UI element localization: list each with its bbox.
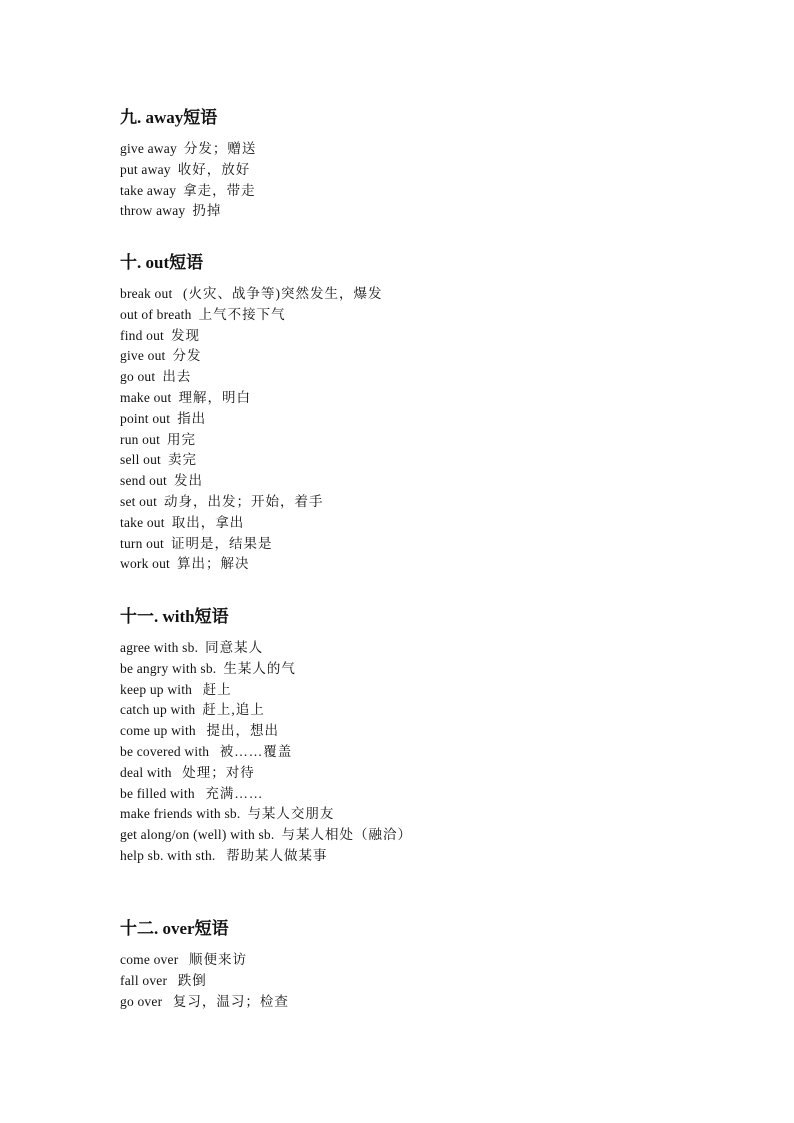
phrase-text: help sb. with sth.: [120, 847, 220, 863]
phrase-meaning: 算出；解决: [176, 556, 250, 572]
phrase-meaning: 理解，明白: [178, 389, 251, 405]
phrase-meaning: 与某人相处（融洽）: [281, 827, 412, 843]
phrase-meaning: 同意某人: [205, 640, 264, 655]
phrase-meaning: (火灾、战争等)突然发生，爆发: [182, 286, 383, 301]
phrase-text: go over: [120, 993, 166, 1009]
phrase-text: be angry with sb.: [120, 660, 217, 676]
phrase-entry: [120, 659, 760, 680]
phrase-entry: [120, 534, 760, 555]
phrase-text: agree with sb.: [120, 640, 199, 655]
phrase-meaning: 提出，想出: [206, 723, 279, 739]
phrase-text: deal with: [120, 764, 176, 780]
phrase-entry: [120, 492, 760, 513]
phrase-entry: [120, 388, 760, 409]
phrase-text: go out: [120, 369, 156, 385]
section-with: [120, 606, 760, 867]
phrase-text: set out: [120, 493, 158, 509]
phrase-text: sell out: [120, 452, 161, 468]
phrase-meaning: 动身，出发；开始，着手: [164, 493, 324, 509]
phrase-meaning: 分发: [172, 348, 202, 364]
phrase-list: [120, 139, 760, 222]
phrase-entry: [120, 513, 760, 534]
phrase-entry: [120, 992, 760, 1013]
phrase-meaning: 拿走，带走: [183, 182, 256, 198]
phrase-text: turn out: [120, 535, 164, 551]
phrase-entry: [120, 160, 760, 181]
phrase-entry: [120, 201, 760, 222]
phrase-list: [120, 950, 760, 1012]
phrase-entry: [120, 326, 760, 347]
phrase-meaning: 发出: [173, 473, 203, 489]
phrase-meaning: 处理；对待: [182, 764, 255, 780]
phrase-entry: [120, 430, 760, 451]
section-over: [120, 918, 760, 1012]
phrase-entry: [120, 700, 760, 721]
phrase-meaning: 用完: [167, 431, 197, 447]
phrase-text: run out: [120, 431, 161, 447]
phrase-text: keep up with: [120, 681, 196, 697]
phrase-meaning: 扔掉: [192, 203, 222, 219]
section-heading: 九. away短语: [120, 108, 218, 127]
phrase-text: find out: [120, 327, 164, 343]
phrase-entry: [120, 471, 760, 492]
phrase-entry: [120, 367, 760, 388]
phrase-entry: [120, 971, 760, 992]
phrase-entry: [120, 139, 760, 160]
phrase-text: make out: [120, 389, 172, 405]
phrase-meaning: 出去: [162, 369, 192, 385]
phrase-text: throw away: [120, 203, 186, 219]
phrase-entry: [120, 950, 760, 971]
phrase-text: be filled with: [120, 785, 199, 801]
phrase-list: [120, 638, 760, 867]
phrase-entry: [120, 763, 760, 784]
phrase-meaning: 取出，拿出: [171, 514, 245, 530]
phrase-entry: [120, 346, 760, 367]
phrase-text: catch up with: [120, 702, 196, 718]
phrase-meaning: 指出: [177, 410, 207, 426]
phrase-meaning: 被……覆盖: [219, 743, 293, 759]
phrase-meaning: 收好，放好: [177, 161, 251, 177]
section-away: [120, 107, 760, 222]
phrase-text: fall over: [120, 972, 171, 988]
phrase-entry: [120, 305, 760, 326]
phrase-meaning: 上气不接下气: [198, 306, 286, 322]
phrase-entry: [120, 742, 760, 763]
phrase-entry: [120, 638, 760, 659]
phrase-text: give out: [120, 348, 166, 364]
phrase-text: be covered with: [120, 743, 213, 759]
phrase-text: take away: [120, 182, 177, 198]
section-heading: 十一. with短语: [120, 607, 229, 626]
phrase-meaning: 赶上,追上: [202, 702, 265, 718]
phrase-meaning: 顺便来访: [188, 952, 247, 967]
section-out: [120, 252, 760, 575]
phrase-meaning: 分发；赠送: [183, 141, 257, 156]
phrase-entry: [120, 721, 760, 742]
phrase-list: [120, 284, 760, 575]
phrase-meaning: 发现: [170, 327, 200, 343]
phrase-entry: [120, 181, 760, 202]
phrase-meaning: 生某人的气: [223, 660, 296, 676]
phrase-text: get along/on (well) with sb.: [120, 827, 275, 843]
phrase-entry: [120, 450, 760, 471]
phrase-meaning: 证明是，结果是: [170, 535, 273, 551]
section-heading: 十. out短语: [120, 253, 204, 272]
phrase-meaning: 跌倒: [177, 972, 207, 988]
phrase-meaning: 帮助某人做某事: [226, 847, 328, 863]
phrase-entry: [120, 804, 760, 825]
phrase-text: put away: [120, 161, 171, 177]
phrase-text: come up with: [120, 723, 200, 739]
phrase-meaning: 与某人交朋友: [247, 806, 335, 822]
phrase-text: make friends with sb.: [120, 806, 241, 822]
phrase-text: point out: [120, 410, 171, 426]
phrase-entry: [120, 284, 760, 305]
phrase-entry: [120, 825, 760, 846]
phrase-text: give away: [120, 141, 177, 156]
phrase-meaning: 卖完: [167, 452, 197, 468]
phrase-entry: [120, 846, 760, 867]
phrase-text: take out: [120, 514, 165, 530]
phrase-meaning: 复习，温习；检查: [172, 993, 289, 1009]
phrase-meaning: 赶上: [202, 681, 232, 697]
phrase-entry: [120, 784, 760, 805]
phrase-text: break out: [120, 286, 176, 301]
phrase-text: send out: [120, 473, 167, 489]
section-heading: 十二. over短语: [120, 919, 229, 938]
phrase-text: out of breath: [120, 306, 192, 322]
phrase-meaning: 充满……: [205, 785, 264, 801]
phrase-entry: [120, 409, 760, 430]
phrase-entry: [120, 554, 760, 575]
phrase-entry: [120, 680, 760, 701]
phrase-text: work out: [120, 556, 170, 572]
phrase-text: come over: [120, 952, 182, 967]
